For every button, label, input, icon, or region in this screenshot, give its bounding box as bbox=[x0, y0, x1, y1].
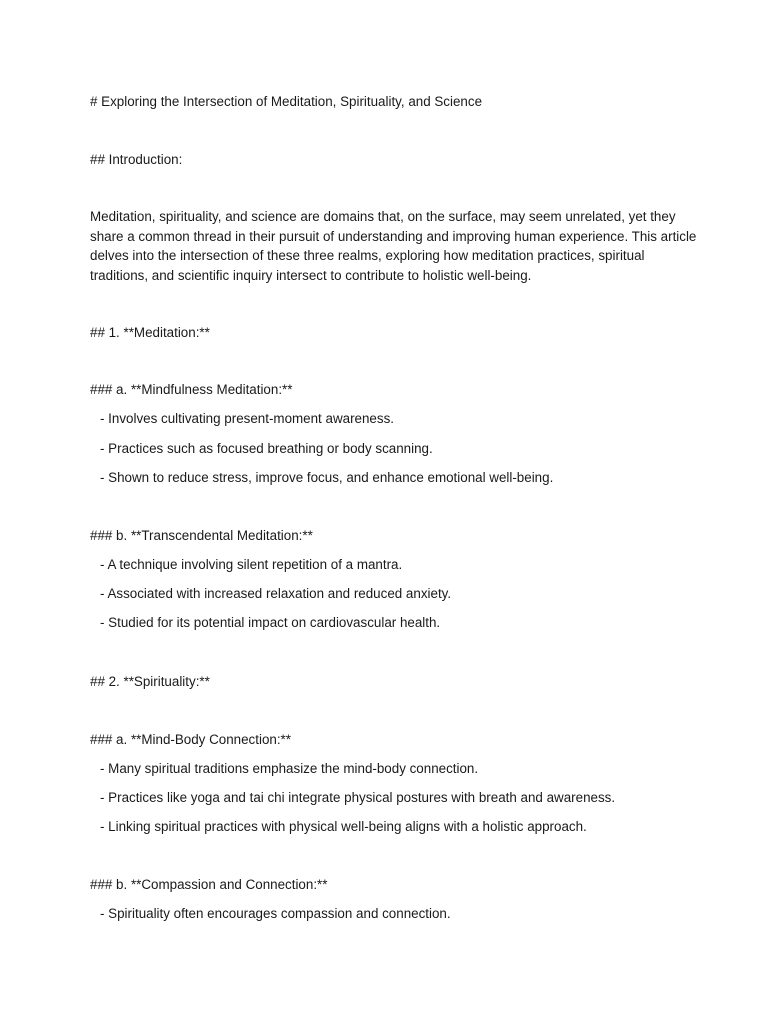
document-title: # Exploring the Intersection of Meditation, Spirituality, and Science bbox=[90, 94, 483, 109]
intro-paragraph-line: delves into the intersection of these three realms, exploring how meditation practices, spiritual bbox=[90, 248, 645, 263]
intro-paragraph-line: Meditation, spirituality, and science are domains that, on the surface, may seem unrelated, yet they bbox=[90, 209, 676, 224]
section-heading-spirituality: ## 2. **Spirituality:** bbox=[90, 674, 210, 689]
bullet-item: - Associated with increased relaxation and reduced anxiety. bbox=[100, 586, 452, 601]
subsection-heading-mindfulness: ### a. **Mindfulness Meditation:** bbox=[90, 382, 293, 397]
bullet-item: - Studied for its potential impact on cardiovascular health. bbox=[100, 615, 441, 630]
intro-paragraph-line: share a common thread in their pursuit of understanding and improving human experience. This article bbox=[90, 229, 697, 244]
bullet-item: - Involves cultivating present-moment awareness. bbox=[100, 411, 394, 426]
bullet-item: - Many spiritual traditions emphasize the mind-body connection. bbox=[100, 761, 479, 776]
intro-heading: ## Introduction: bbox=[90, 152, 183, 167]
bullet-item: - Linking spiritual practices with physical well-being aligns with a holistic approach. bbox=[100, 819, 587, 834]
subsection-heading-transcendental: ### b. **Transcendental Meditation:** bbox=[90, 528, 313, 543]
bullet-item: - Spirituality often encourages compassion and connection. bbox=[100, 906, 451, 921]
intro-paragraph-line: traditions, and scientific inquiry intersect to contribute to holistic well-being. bbox=[90, 268, 532, 283]
bullet-item: - Shown to reduce stress, improve focus, and enhance emotional well-being. bbox=[100, 470, 554, 485]
subsection-heading-compassion: ### b. **Compassion and Connection:** bbox=[90, 877, 328, 892]
bullet-item: - Practices like yoga and tai chi integrate physical postures with breath and awareness. bbox=[100, 790, 616, 805]
bullet-item: - Practices such as focused breathing or body scanning. bbox=[100, 441, 433, 456]
section-heading-meditation: ## 1. **Meditation:** bbox=[90, 325, 210, 340]
bullet-item: - A technique involving silent repetition of a mantra. bbox=[100, 557, 403, 572]
subsection-heading-mind-body: ### a. **Mind-Body Connection:** bbox=[90, 732, 291, 747]
